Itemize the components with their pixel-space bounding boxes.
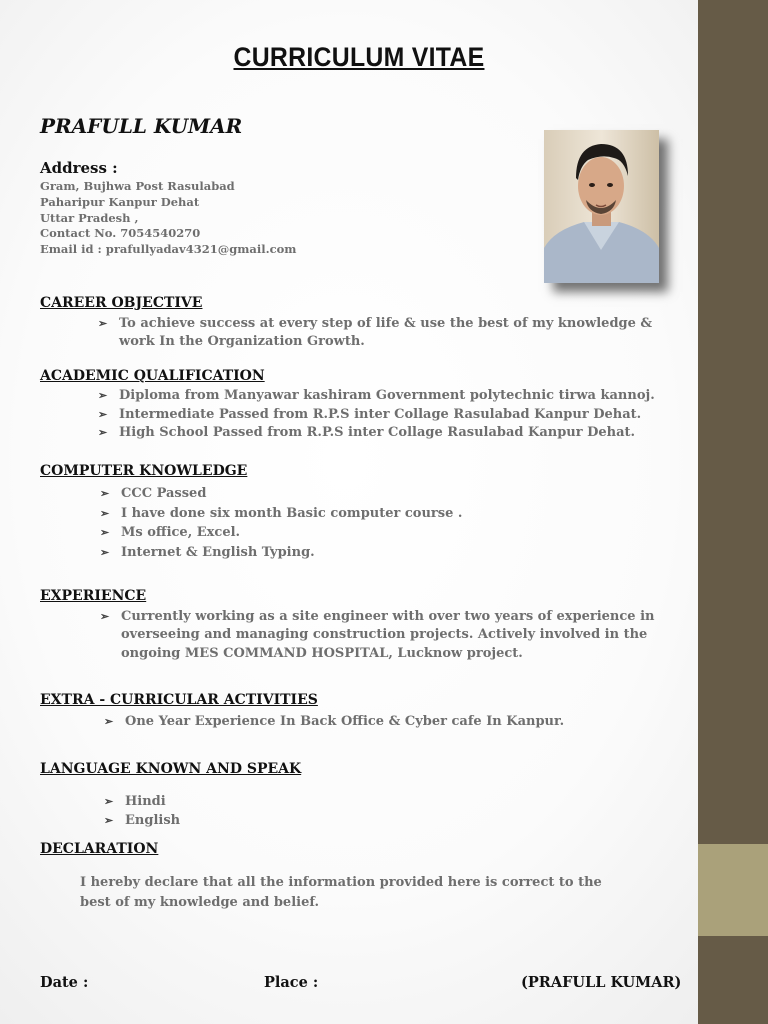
list-item: ➢ CCC Passed [100, 484, 680, 504]
arrowhead-bullet-icon: ➢ [100, 610, 110, 623]
declaration-text: I hereby declare that all the information provided here is correct to the best of my knowledge and belief. [80, 875, 602, 910]
computer-knowledge-heading: COMPUTER KNOWLEDGE [40, 463, 248, 479]
address-line: Gram, Bujhwa Post Rasulabad [40, 179, 235, 193]
declaration-heading: DECLARATION [40, 841, 159, 857]
arrowhead-bullet-icon: ➢ [100, 487, 110, 500]
list-item: ➢ Internet & English Typing. [100, 543, 680, 563]
arrowhead-bullet-icon: ➢ [104, 795, 114, 808]
arrowhead-bullet-icon: ➢ [100, 546, 110, 560]
extra-curricular-heading: EXTRA - CURRICULAR ACTIVITIES [40, 692, 318, 708]
list-item: ➢ Ms office, Excel. [100, 523, 680, 543]
career-objective-heading: CAREER OBJECTIVE [40, 295, 203, 311]
date-label: Date : [40, 974, 89, 991]
arrowhead-bullet-icon: ➢ [98, 317, 108, 330]
list-item: ➢ One Year Experience In Back Office & Cyber cafe In Kanpur. [104, 714, 565, 729]
arrowhead-bullet-icon: ➢ [98, 426, 108, 439]
arrowhead-bullet-icon: ➢ [100, 526, 110, 540]
list-item: ➢ Diploma from Manyawar kashiram Government polytechnic tirwa kannoj. [98, 387, 688, 406]
arrowhead-bullet-icon: ➢ [104, 814, 114, 827]
language-list [104, 792, 404, 830]
profile-photo [544, 130, 659, 283]
arrowhead-bullet-icon: ➢ [98, 389, 108, 402]
arrowhead-bullet-icon: ➢ [100, 506, 110, 520]
academic-qualification-list [98, 387, 688, 443]
address-line: Paharipur Kanpur Dehat [40, 194, 200, 209]
signature-name: (PRAFULL KUMAR) [521, 974, 682, 991]
list-item: ➢ I have done six month Basic computer course . [100, 504, 680, 524]
list-item: ➢ English [104, 813, 181, 828]
place-label: Place : [264, 974, 319, 991]
list-item: ➢ To achieve success at every step of life & use the best of my knowledge & work In the Organization Growth. [98, 316, 653, 349]
list-item: ➢ Hindi [104, 794, 166, 809]
address-line: Uttar Pradesh , [40, 210, 139, 225]
decorative-side-strip [698, 844, 768, 936]
list-item: ➢ Intermediate Passed from R.P.S inter Collage Rasulabad Kanpur Dehat. [98, 406, 688, 425]
list-item: ➢ High School Passed from R.P.S inter Collage Rasulabad Kanpur Dehat. [98, 424, 688, 443]
experience-list [100, 608, 680, 663]
arrowhead-bullet-icon: ➢ [104, 715, 114, 728]
email-address: Email id : prafullyadav4321@gmail.com [40, 242, 297, 257]
candidate-name: PRAFULL KUMAR [40, 114, 243, 138]
address-label: Address : [40, 159, 118, 177]
computer-knowledge-list [100, 484, 680, 563]
language-heading: LANGUAGE KNOWN AND SPEAK [40, 761, 302, 777]
career-objective-list [98, 315, 678, 351]
experience-heading: EXPERIENCE [40, 588, 147, 604]
list-item: ➢ Currently working as a site engineer with over two years of experience in overseeing and managing construction projects. Actively involved in the ongoing MES COMMAND HOSPITAL, Lucknow project. [100, 609, 655, 661]
arrowhead-bullet-icon: ➢ [98, 407, 108, 421]
extra-curricular-list [104, 713, 684, 731]
address-block [40, 179, 296, 258]
contact-number: Contact No. 7054540270 [40, 226, 201, 241]
portrait-illustration [544, 130, 659, 283]
academic-qualification-heading: ACADEMIC QUALIFICATION [40, 368, 265, 384]
document-title: CURRICULUM VITAE [233, 42, 485, 72]
